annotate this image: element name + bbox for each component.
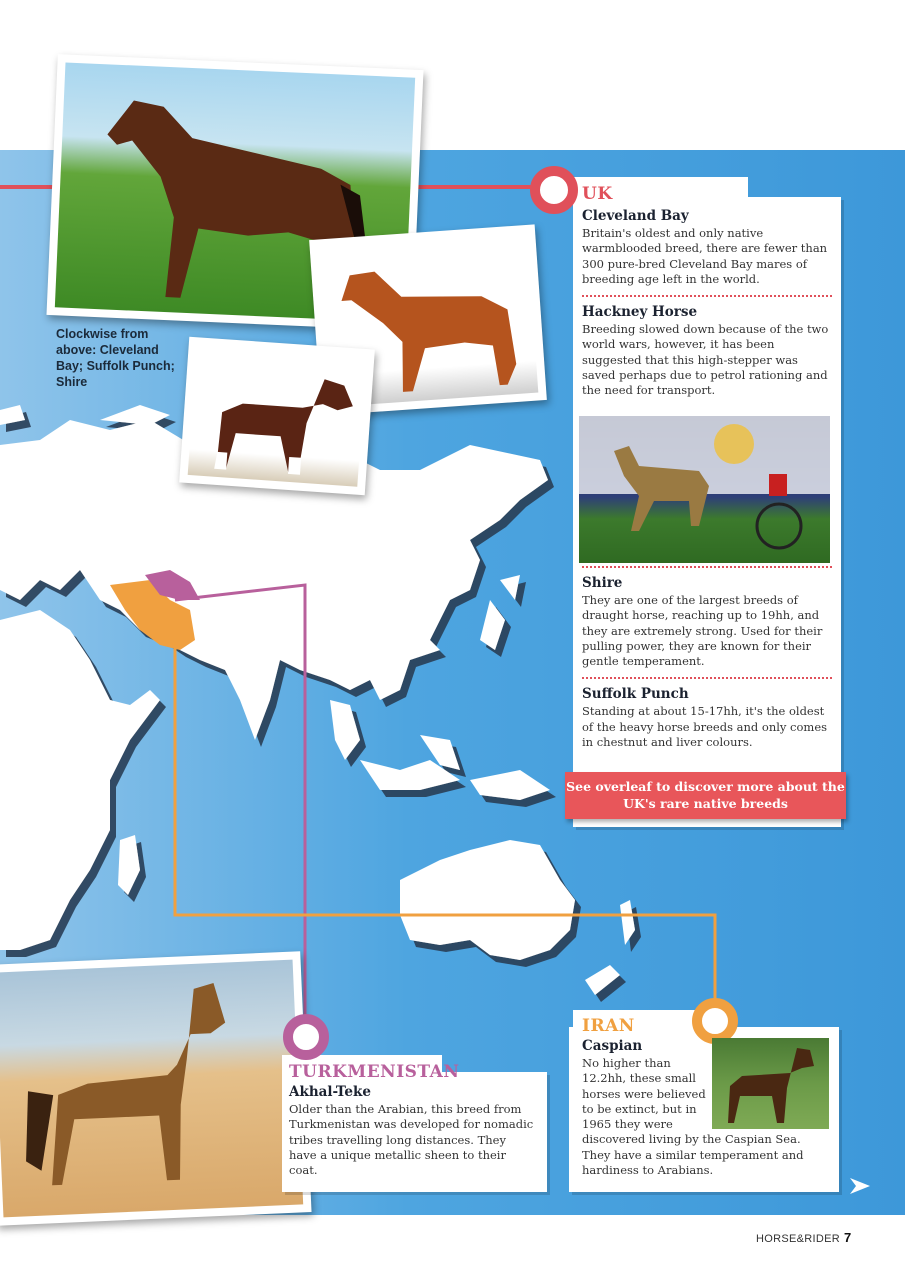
page-footer xyxy=(756,1230,852,1245)
page-number: 7 xyxy=(843,1230,852,1245)
breed-name: Shire xyxy=(582,575,623,591)
turkmenistan-map-marker xyxy=(283,1014,329,1060)
breed-description: They are one of the largest breeds of draught horse, reaching up to 19hh, and they are extremely strong. Used for their pulling power, they are known for their gentle temperament. xyxy=(582,593,823,669)
photo-spacer xyxy=(710,1054,832,1130)
magazine-name: HORSE&RIDER xyxy=(756,1233,840,1245)
turkmenistan-region-title: TURKMENISTAN xyxy=(289,1062,460,1082)
breed-description: Breeding slowed down because of the two world wars, however, it has been suggested that this high-stepper was saved perhaps due to petrol rationing and the need for transport. xyxy=(582,322,829,398)
breed-description: No higher than 12.2hh, these small horses were believed to be extinct, but in 1965 they were discovered living by the Caspian Sea. They have a similar temperament and hardiness to Arabians. xyxy=(582,1056,804,1178)
breed-name: Caspian xyxy=(582,1038,643,1054)
breed-description: Older than the Arabian, this breed from Turkmenistan was developed for nomadic tribes travelling long distances. They have a unique metallic sheen to their coat. xyxy=(289,1102,534,1178)
hackney-horse-photo xyxy=(579,416,830,563)
photo-caption: Clockwise from above: Cleveland Bay; Suffolk Punch; Shire xyxy=(56,327,175,389)
next-arrow-icon xyxy=(850,1178,870,1194)
akhal-teke-photo xyxy=(0,951,312,1226)
breed-description: Standing at about 15-17hh, it's the oldest of the heavy horse breeds and only comes in chestnut and liver colours. xyxy=(582,704,828,750)
dotted-divider xyxy=(582,566,832,568)
uk-map-marker xyxy=(530,166,578,214)
dotted-divider xyxy=(582,677,832,679)
iran-region-title: IRAN xyxy=(582,1016,635,1036)
breed-name: Akhal-Teke xyxy=(289,1084,371,1100)
dotted-divider xyxy=(582,295,832,297)
breed-name: Cleveland Bay xyxy=(582,208,689,224)
breed-description: Britain's oldest and only native warmblooded breed, there are fewer than 300 pure-bred Cleveland Bay mares of breeding age left in the world. xyxy=(582,226,828,286)
uk-region-title: UK xyxy=(582,184,613,204)
shire-photo xyxy=(179,337,375,496)
breed-name: Suffolk Punch xyxy=(582,686,689,703)
turkmenistan-content xyxy=(289,1062,534,1178)
uk-content-lower xyxy=(582,566,832,750)
uk-content xyxy=(582,184,832,399)
uk-connector-line xyxy=(400,185,540,189)
breed-name: Hackney Horse xyxy=(582,304,698,321)
see-overleaf-callout: See overleaf to discover more about the UK's rare native breeds xyxy=(565,772,846,819)
iran-content xyxy=(582,1016,832,1178)
